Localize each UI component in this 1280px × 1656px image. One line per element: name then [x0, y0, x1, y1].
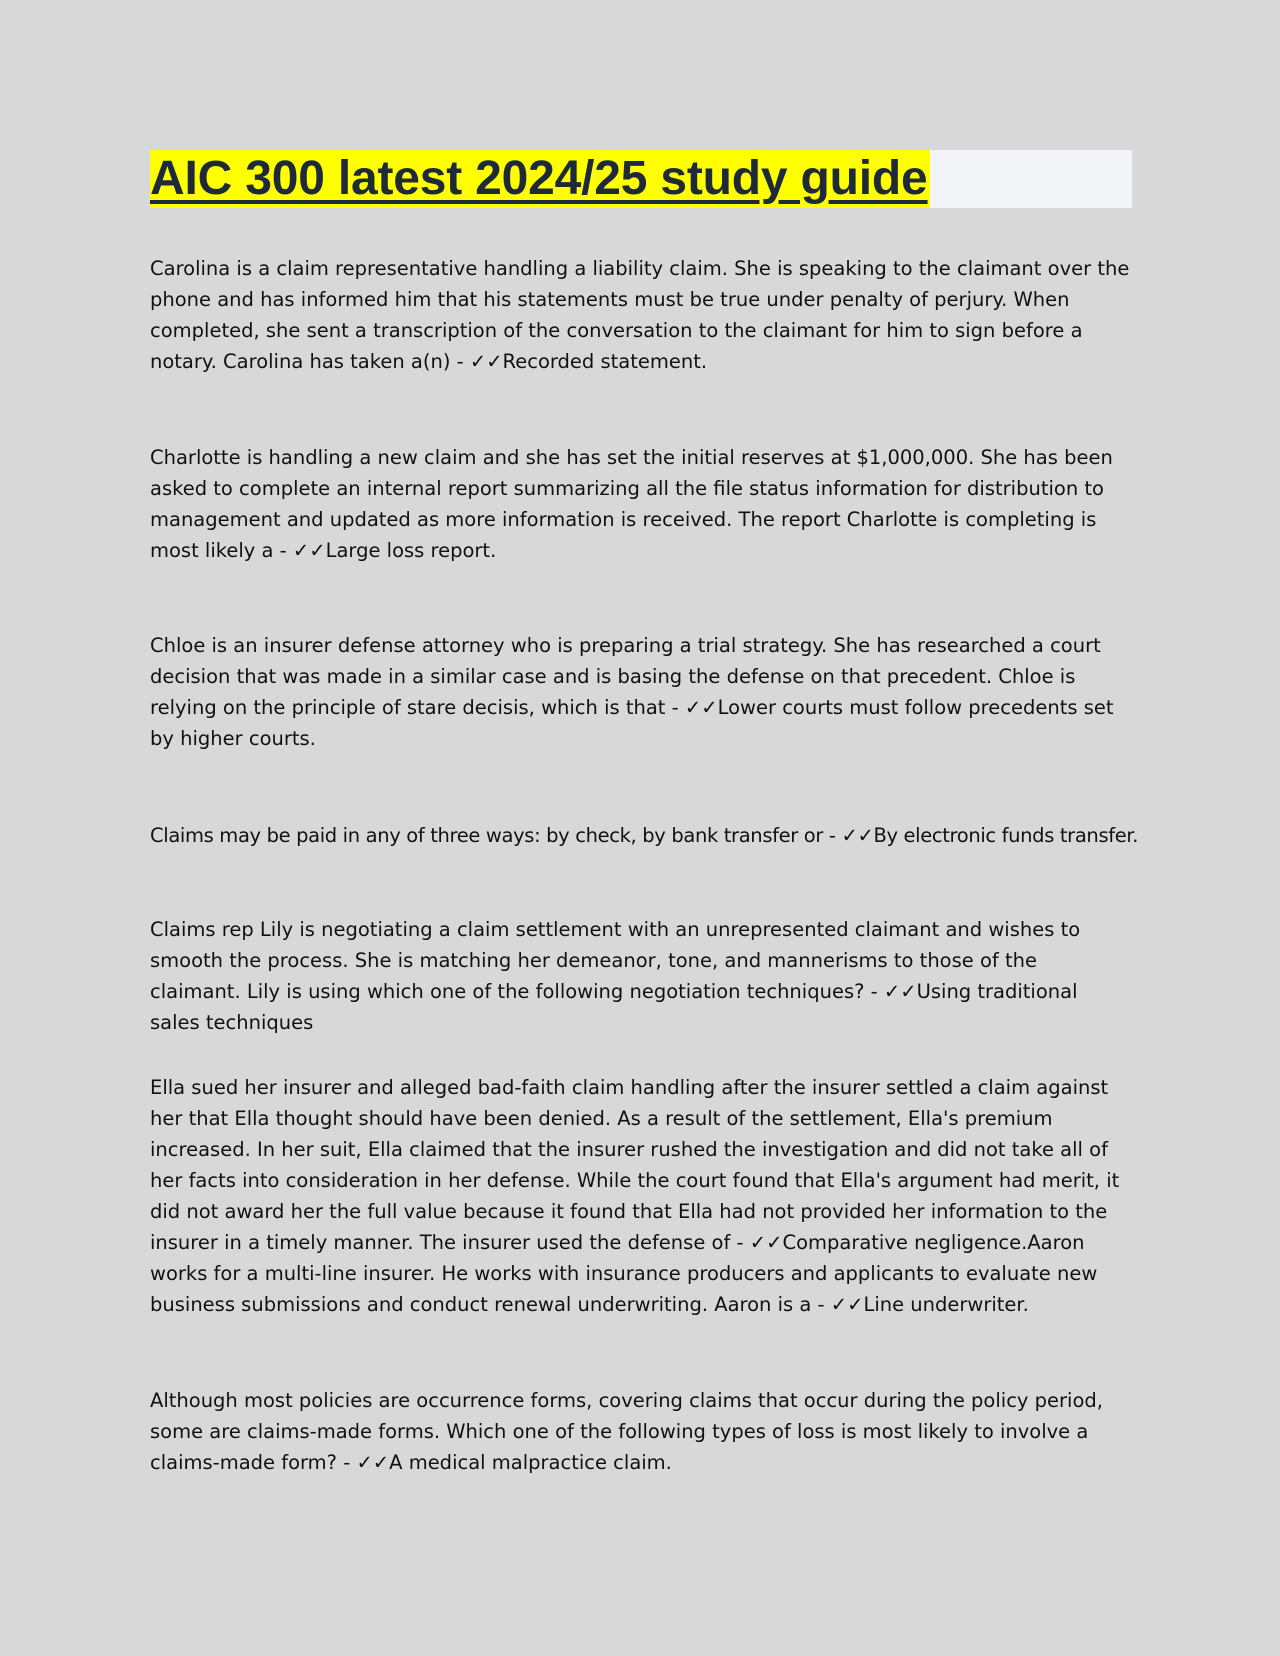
answer-text: Comparative negligence. [782, 1231, 1028, 1254]
question-text: Charlotte is handling a new claim and she has set the initial reserves at $1,000,000. She has been asked to complete an internal report summarizing all the file status information for distribution to management and updated as more information is received. The report Charlotte is completing is most likely a [150, 446, 1113, 562]
answer-text: Recorded statement. [502, 350, 708, 373]
qa-item-6 [150, 1072, 1132, 1320]
answer-separator: - [337, 1451, 357, 1474]
question-text: Ella sued her insurer and alleged bad-faith claim handling after the insurer settled a claim against her that Ella thought should have been denied. As a result of the settlement, Ella's premium increased. In her suit, Ella claimed that the insurer rushed the investigation and did not take all of her facts into consideration in her defense. While the court found that Ella's argument had merit, it did not award her the full value because it found that Ella had not provided her information to the insurer in a timely manner. The insurer used the defense of [150, 1076, 1120, 1254]
question-text: Although most policies are occurrence forms, covering claims that occur during the policy period, some are claims-made forms. Which one of the following types of loss is most likely to involve a claims-made form? [150, 1389, 1103, 1474]
answer-separator: - [273, 539, 293, 562]
question-text: Chloe is an insurer defense attorney who is preparing a trial strategy. She has researched a court decision that was made in a similar case and is basing the defense on that precedent. Chloe is relying on the principle of stare decisis, which is that [150, 634, 1101, 719]
document-title: AIC 300 latest 2024/25 study guide [150, 150, 930, 208]
check-mark-icon: ✓✓ [830, 1293, 864, 1316]
answer-text: Large loss report. [325, 539, 497, 562]
check-mark-icon: ✓✓ [684, 696, 718, 719]
answer-separator: - [730, 1231, 750, 1254]
answer-text: Using traditional sales techniques [150, 980, 1078, 1034]
answer-separator: - [823, 824, 842, 847]
answer-text-2: Line underwriter. [863, 1293, 1029, 1316]
question-text: Claims rep Lily is negotiating a claim settlement with an unrepresented claimant and wishes to smooth the process. She is matching her demeanor, tone, and mannerisms to those of the claimant. Lily is using which one of the following negotiation techniques? [150, 918, 1081, 1003]
qa-item-3 [150, 630, 1132, 754]
qa-item-5 [150, 914, 1132, 1038]
check-mark-icon: ✓✓ [356, 1451, 390, 1474]
check-mark-icon: ✓✓ [292, 539, 326, 562]
check-mark-icon: ✓✓ [883, 980, 917, 1003]
answer-separator: - [665, 696, 685, 719]
qa-item-7 [150, 1385, 1132, 1478]
answer-separator: - [450, 350, 470, 373]
check-mark-icon: ✓✓ [749, 1231, 783, 1254]
qa-item-1 [150, 253, 1132, 377]
answer-separator: - [864, 980, 884, 1003]
question-text: Claims may be paid in any of three ways: by check, by bank transfer or [150, 824, 824, 847]
check-mark-icon: ✓✓ [469, 350, 503, 373]
question-text: Carolina is a claim representative handling a liability claim. She is speaking to the claimant over the phone and has informed him that his statements must be true under penalty of perjury. When completed, she sent a transcription of the conversation to the claimant for him to sign before a notary. Carolina has taken a(n) [150, 257, 1130, 373]
qa-item-2 [150, 442, 1132, 566]
question-text-2: Aaron works for a multi-line insurer. He works with insurance producers and applicants to evaluate new business submissions and conduct renewal underwriting. Aaron is a [150, 1231, 1098, 1316]
answer-text: A medical malpractice claim. [389, 1451, 672, 1474]
qa-item-4 [150, 820, 1139, 851]
title-banner [150, 150, 1132, 208]
answer-separator: - [811, 1293, 831, 1316]
answer-text: By electronic funds transfer. [873, 824, 1139, 847]
answer-text: Lower courts must follow precedents set by higher courts. [150, 696, 1114, 750]
check-mark-icon: ✓✓ [841, 824, 874, 847]
